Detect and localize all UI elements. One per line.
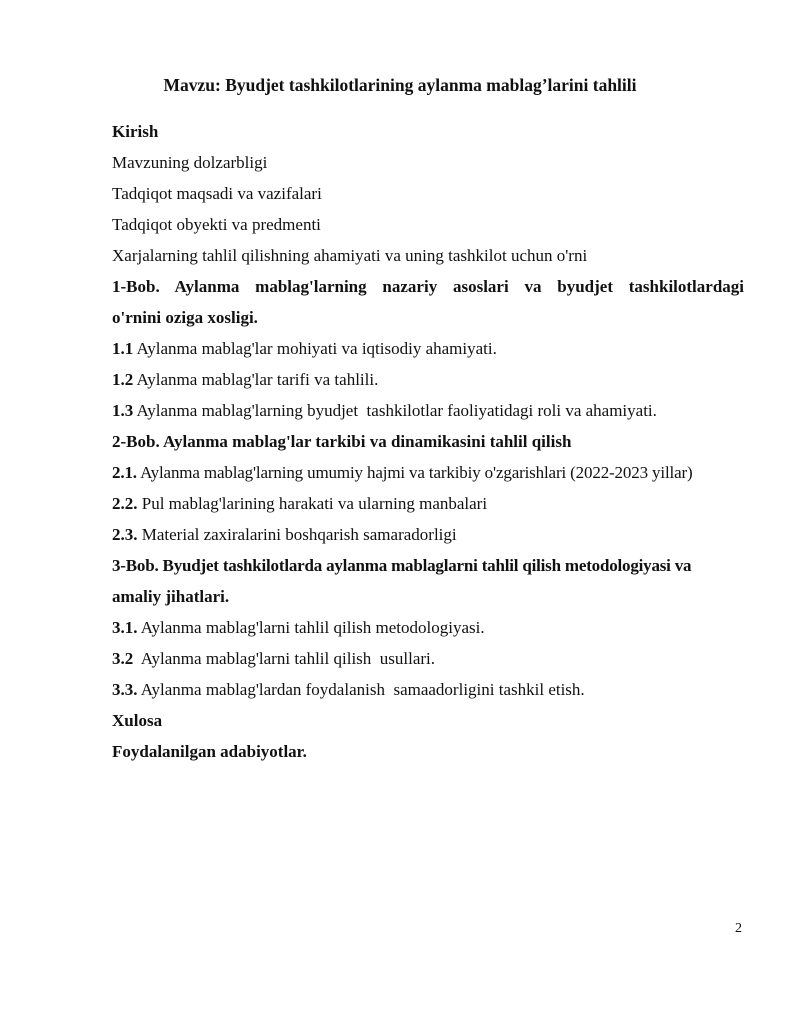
section-number: 2.1. [112, 463, 137, 482]
section-number: 1.1 [112, 339, 134, 358]
references-heading: Foydalanilgan adabiyotlar. [112, 742, 307, 761]
section-item [112, 364, 744, 395]
section-item [112, 674, 744, 705]
document-title: Mavzu: Byudjet tashkilotlarining aylanma mablag’larini tahlili [163, 75, 637, 95]
intro-item: Xarjalarning tahlil qilishning ahamiyati va uning tashkilot uchun o'rni [112, 246, 588, 265]
page-number: 2 [735, 921, 742, 936]
section-item [112, 612, 744, 643]
section-title: Aylanma mablag'larni tahlil qilish metodologiyasi. [137, 618, 485, 637]
section-title: Aylanma mablag'lardan foydalanish samaadorligini tashkil etish. [137, 680, 585, 699]
section-number: 3.1. [112, 618, 138, 637]
section-item [112, 519, 744, 550]
conclusion-heading: Xulosa [112, 711, 163, 730]
section-item [112, 488, 744, 519]
intro-item: Mavzuning dolzarbligi [112, 153, 268, 172]
section-item [112, 333, 744, 364]
section-title: Aylanma mablag'larning byudjet tashkilotlar faoliyatidagi roli va ahamiyati. [133, 401, 657, 420]
section-title: Pul mablag'larining harakati va ularning manbalari [137, 494, 488, 513]
section-item [112, 395, 744, 426]
chapter1-heading-line2: o'rnini oziga xosligi. [112, 308, 258, 327]
section-number: 1.2 [112, 370, 134, 389]
chapter3-heading-line1: 3-Bob. Byudjet tashkilotlarda aylanma mablaglarni tahlil qilish metodologiyasi va [112, 556, 692, 575]
chapter2-heading: 2-Bob. Aylanma mablag'lar tarkibi va dinamikasini tahlil qilish [112, 432, 572, 451]
table-of-contents [112, 116, 744, 767]
intro-item: Tadqiqot obyekti va predmenti [112, 215, 321, 234]
section-number: 3.3. [112, 680, 138, 699]
section-number: 1.3 [112, 401, 134, 420]
intro-heading: Kirish [112, 122, 159, 141]
section-title: Aylanma mablag'lar mohiyati va iqtisodiy ahamiyati. [133, 339, 497, 358]
section-title: Aylanma mablag'larning umumiy hajmi va tarkibiy o'zgarishlari (2022-2023 yillar) [136, 463, 693, 482]
intro-item: Tadqiqot maqsadi va vazifalari [112, 184, 322, 203]
section-title: Aylanma mablag'lar tarifi va tahlili. [133, 370, 379, 389]
chapter1-heading-line1: 1-Bob. Aylanma mablag'larning nazariy asoslari va byudjet tashkilotlardagi [112, 277, 744, 296]
section-number: 2.3. [112, 525, 138, 544]
section-number: 3.2 [112, 649, 134, 668]
section-item [112, 643, 744, 674]
section-title: Aylanma mablag'larni tahlil qilish usullari. [133, 649, 436, 668]
section-item [112, 457, 744, 488]
section-number: 2.2. [112, 494, 138, 513]
chapter3-heading-line2: amaliy jihatlari. [112, 587, 230, 606]
section-title: Material zaxiralarini boshqarish samaradorligi [137, 525, 457, 544]
